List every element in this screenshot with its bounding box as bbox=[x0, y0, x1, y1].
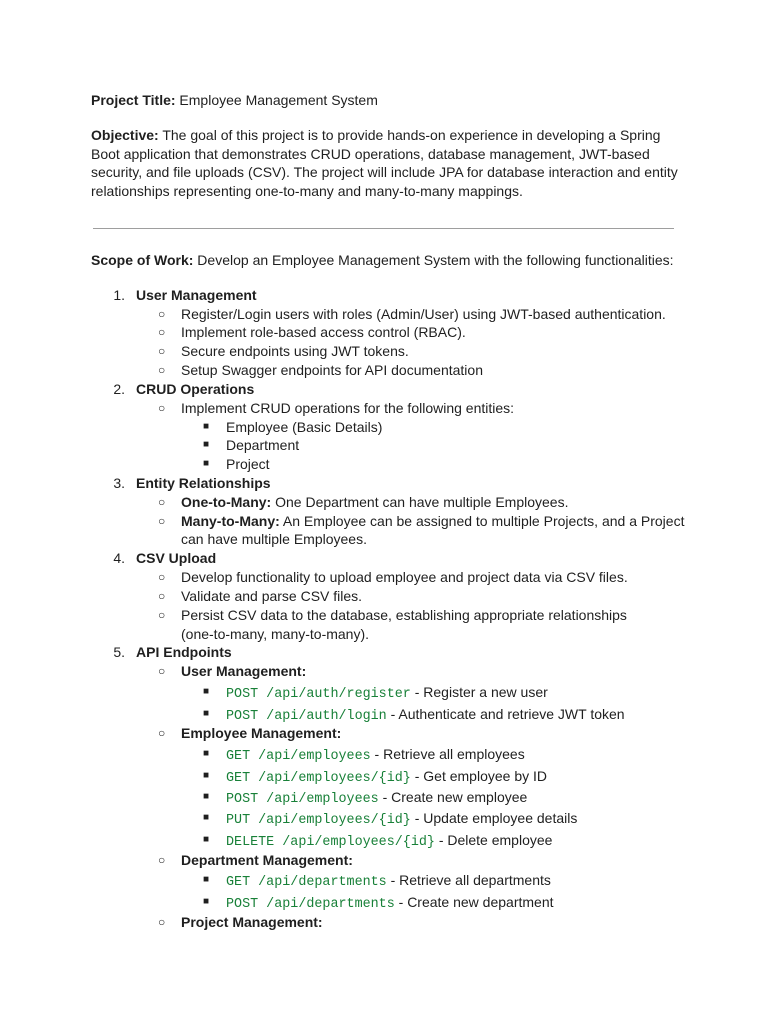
endpoint-code: PUT /api/employees/{id} bbox=[226, 813, 411, 828]
endpoint-text bbox=[226, 683, 548, 705]
hollow-bullet-icon: ○ bbox=[158, 570, 166, 584]
endpoint-description: - Create new department bbox=[394, 894, 554, 910]
endpoint-description: - Register a new user bbox=[410, 684, 548, 700]
relationship-text: One Department can have multiple Employees. bbox=[271, 494, 569, 510]
endpoint-code: POST /api/employees bbox=[226, 792, 379, 807]
list-item-text: Implement role-based access control (RBAC). bbox=[181, 324, 466, 340]
relationship-label: Many-to-Many: bbox=[181, 513, 280, 529]
endpoint-code: GET /api/employees bbox=[226, 749, 371, 764]
hollow-bullet-icon: ○ bbox=[158, 853, 166, 867]
endpoint-description: - Authenticate and retrieve JWT token bbox=[386, 706, 625, 722]
list-item-text: Develop functionality to upload employee and project data via CSV files. bbox=[181, 569, 628, 585]
endpoint-description: - Get employee by ID bbox=[410, 768, 547, 784]
subsection-title: Department Management: bbox=[181, 852, 353, 868]
list-item-text: Implement CRUD operations for the following entities: bbox=[181, 400, 515, 416]
section-title: CSV Upload bbox=[136, 550, 217, 566]
objective-line: relationships representing one-to-many and many-to-many mappings. bbox=[91, 182, 523, 199]
square-bullet-icon: ■ bbox=[203, 708, 210, 719]
hollow-bullet-icon: ○ bbox=[158, 664, 166, 678]
hollow-bullet-icon: ○ bbox=[158, 325, 166, 339]
endpoint-description: - Retrieve all departments bbox=[386, 872, 551, 888]
scope-line bbox=[91, 251, 711, 270]
square-bullet-icon: ■ bbox=[203, 748, 210, 759]
horizontal-divider bbox=[93, 228, 674, 229]
endpoint-code: POST /api/departments bbox=[226, 897, 395, 912]
endpoint-code: GET /api/employees/{id} bbox=[226, 771, 411, 786]
subsection-title: Project Management: bbox=[181, 914, 323, 930]
hollow-bullet-icon: ○ bbox=[158, 514, 166, 528]
endpoint-text bbox=[226, 871, 551, 893]
section-title: CRUD Operations bbox=[136, 381, 255, 397]
hollow-bullet-icon: ○ bbox=[158, 363, 166, 377]
list-item-text: Employee (Basic Details) bbox=[226, 419, 383, 435]
endpoint-code: GET /api/departments bbox=[226, 875, 387, 890]
list-item-text bbox=[181, 493, 568, 512]
square-bullet-icon: ■ bbox=[203, 812, 210, 823]
list-item-text: Validate and parse CSV files. bbox=[181, 588, 363, 604]
square-bullet-icon: ■ bbox=[203, 874, 210, 885]
project-title-line bbox=[91, 91, 691, 110]
scope-label: Scope of Work: bbox=[91, 252, 194, 268]
list-item-text: can have multiple Employees. bbox=[181, 531, 367, 547]
list-item-text: Secure endpoints using JWT tokens. bbox=[181, 343, 409, 359]
hollow-bullet-icon: ○ bbox=[158, 726, 166, 740]
square-bullet-icon: ■ bbox=[203, 791, 210, 802]
square-bullet-icon: ■ bbox=[203, 421, 210, 432]
hollow-bullet-icon: ○ bbox=[158, 495, 166, 509]
list-item-text: Department bbox=[226, 437, 300, 453]
endpoint-description: - Create new employee bbox=[378, 789, 528, 805]
list-number: 4. bbox=[113, 550, 125, 566]
endpoint-code: POST /api/auth/login bbox=[226, 709, 387, 724]
hollow-bullet-icon: ○ bbox=[158, 307, 166, 321]
objective-paragraph bbox=[91, 126, 711, 200]
hollow-bullet-icon: ○ bbox=[158, 344, 166, 358]
list-number: 3. bbox=[113, 475, 125, 491]
list-item-text: Persist CSV data to the database, establishing appropriate relationships bbox=[181, 607, 627, 623]
square-bullet-icon: ■ bbox=[203, 770, 210, 781]
project-title-label: Project Title: bbox=[91, 92, 176, 108]
list-number: 5. bbox=[113, 644, 125, 660]
list-item-text: Project bbox=[226, 456, 270, 472]
hollow-bullet-icon: ○ bbox=[158, 608, 166, 622]
project-title-value: Employee Management System bbox=[175, 92, 378, 108]
endpoint-description: - Retrieve all employees bbox=[370, 746, 525, 762]
objective-line: The goal of this project is to provide hands-on experience in developing a Spring bbox=[158, 127, 661, 143]
endpoint-text bbox=[226, 893, 554, 915]
square-bullet-icon: ■ bbox=[203, 439, 210, 450]
square-bullet-icon: ■ bbox=[203, 896, 210, 907]
relationship-label: One-to-Many: bbox=[181, 494, 272, 510]
endpoint-text bbox=[226, 809, 577, 831]
endpoint-description: - Update employee details bbox=[410, 810, 578, 826]
objective-line: security, and file uploads (CSV). The project will include JPA for database interaction and entity bbox=[91, 164, 678, 181]
hollow-bullet-icon: ○ bbox=[158, 915, 166, 929]
subsection-title: Employee Management: bbox=[181, 725, 342, 741]
endpoint-text bbox=[226, 831, 552, 853]
subsection-title: User Management: bbox=[181, 663, 307, 679]
hollow-bullet-icon: ○ bbox=[158, 589, 166, 603]
endpoint-text bbox=[226, 745, 525, 767]
square-bullet-icon: ■ bbox=[203, 458, 210, 469]
list-number: 1. bbox=[113, 287, 125, 303]
objective-label: Objective: bbox=[91, 127, 159, 143]
list-item-text: Setup Swagger endpoints for API documentation bbox=[181, 362, 483, 378]
objective-line: Boot application that demonstrates CRUD operations, database management, JWT-based bbox=[91, 145, 650, 162]
endpoint-text bbox=[226, 788, 527, 810]
endpoint-code: POST /api/auth/register bbox=[226, 687, 411, 702]
section-title: Entity Relationships bbox=[136, 475, 271, 491]
endpoint-text bbox=[226, 767, 547, 789]
endpoint-description: - Delete employee bbox=[434, 832, 553, 848]
section-title: API Endpoints bbox=[136, 644, 232, 660]
scope-value: Develop an Employee Management System with the following functionalities: bbox=[193, 252, 674, 268]
relationship-text: An Employee can be assigned to multiple Projects, and a Project bbox=[279, 513, 685, 529]
list-number: 2. bbox=[113, 381, 125, 397]
list-item-text: Register/Login users with roles (Admin/User) using JWT-based authentication. bbox=[181, 306, 666, 322]
square-bullet-icon: ■ bbox=[203, 834, 210, 845]
endpoint-code: DELETE /api/employees/{id} bbox=[226, 835, 435, 850]
section-title: User Management bbox=[136, 287, 257, 303]
hollow-bullet-icon: ○ bbox=[158, 401, 166, 415]
list-item-text bbox=[181, 512, 684, 531]
square-bullet-icon: ■ bbox=[203, 686, 210, 697]
list-item-text: (one-to-many, many-to-many). bbox=[181, 626, 370, 642]
